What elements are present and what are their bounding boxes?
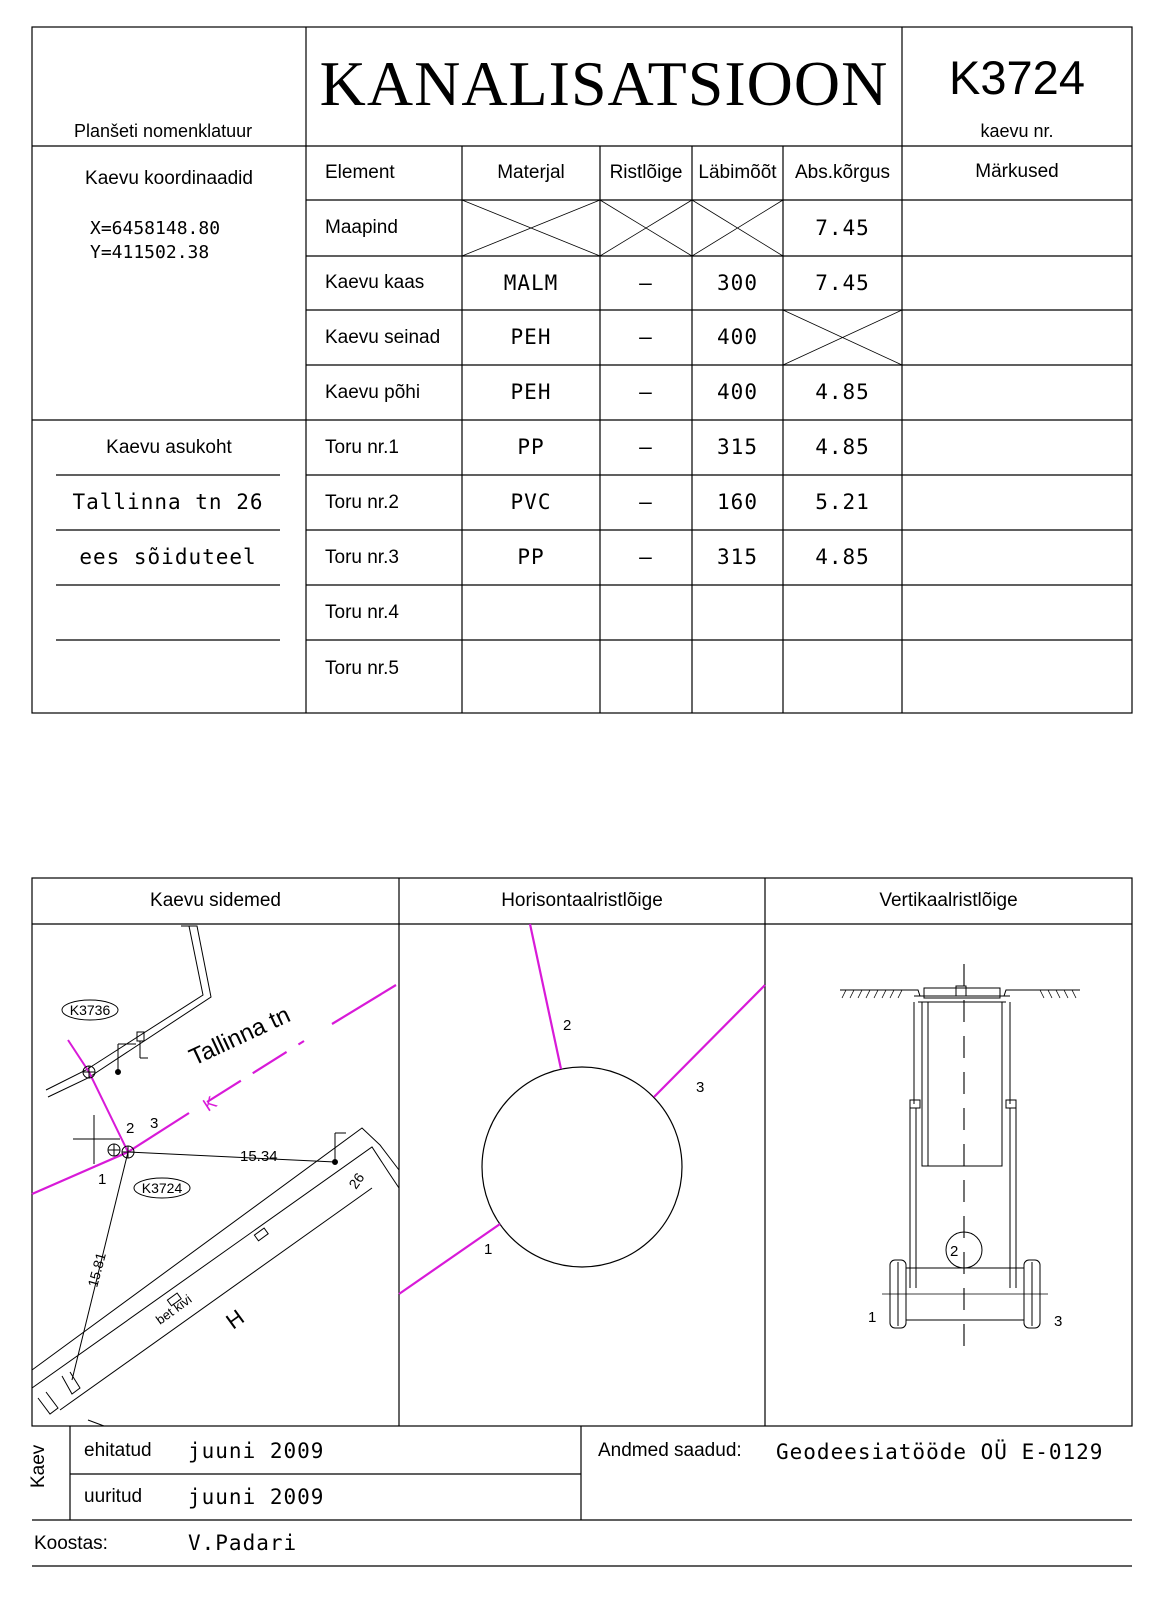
location-line-1: Tallinna tn 26 — [72, 490, 264, 514]
cell-section: — — [639, 380, 653, 404]
col-header-element: Element — [325, 162, 395, 183]
surveyed-label: uuritud — [84, 1486, 143, 1507]
cell-section: — — [639, 271, 653, 295]
cell-elevation: 4.85 — [815, 380, 870, 404]
cell-diameter: 400 — [717, 325, 758, 349]
cell-notes — [902, 310, 1132, 365]
cell-element: Toru nr.4 — [325, 602, 399, 623]
author-label: Koostas: — [34, 1533, 108, 1554]
cell-element: Kaevu kaas — [325, 272, 425, 293]
panel-title-vertical: Vertikaalristlõige — [879, 890, 1018, 911]
coordinate-x: X=6458148.80 — [90, 218, 221, 239]
this-well-label: K3724 — [141, 1180, 183, 1196]
horizontal-pipe-label-3: 3 — [696, 1079, 705, 1096]
location-label: Kaevu asukoht — [106, 437, 232, 458]
cell-material — [462, 640, 600, 713]
author-value: V.Padari — [188, 1531, 298, 1555]
cell-elevation — [783, 640, 902, 713]
cell-diameter: 400 — [717, 380, 758, 404]
cell-section — [600, 585, 692, 640]
cell-notes — [902, 365, 1132, 420]
cell-elevation: 7.45 — [815, 216, 870, 240]
cell-material: PEH — [510, 380, 552, 404]
horizontal-section — [399, 924, 765, 1294]
cell-diameter — [692, 585, 783, 640]
cell-elevation: 4.85 — [815, 435, 870, 459]
well-number-caption: kaevu nr. — [980, 121, 1054, 141]
location-line-2: ees sõiduteel — [79, 545, 257, 569]
cell-elevation: 7.45 — [815, 271, 870, 295]
source-label: Andmed saadud: — [598, 1440, 742, 1461]
pipe-letter-label: K — [199, 1092, 221, 1116]
cell-element: Kaevu seinad — [325, 327, 441, 348]
map-sheet-label: Planšeti nomenklatuur — [74, 121, 253, 141]
cell-elevation: 4.85 — [815, 545, 870, 569]
cell-elevation — [783, 310, 902, 365]
cell-section: — — [639, 545, 653, 569]
col-header-material: Materjal — [497, 162, 565, 183]
cell-section: — — [639, 435, 653, 459]
col-header-diameter: Läbimõõt — [698, 162, 777, 183]
cell-notes — [902, 475, 1132, 530]
tie-distance-1: 15.34 — [240, 1148, 278, 1165]
cell-element: Toru nr.3 — [325, 547, 399, 568]
cell-notes — [902, 256, 1132, 310]
panel-title-ties: Kaevu sidemed — [150, 890, 281, 911]
source-value: Geodeesiatööde OÜ E-0129 — [776, 1440, 1104, 1464]
coordinates-label: Kaevu koordinaadid — [85, 168, 253, 189]
cell-elevation: 5.21 — [815, 490, 870, 514]
cell-diameter: 300 — [717, 271, 758, 295]
tie-pipe-label-1: 1 — [98, 1171, 107, 1188]
cell-element: Toru nr.5 — [325, 658, 399, 679]
cell-material: MALM — [503, 271, 559, 295]
cell-material: PVC — [510, 490, 552, 514]
panel-title-horizontal: Horisontaalristlõige — [501, 890, 663, 911]
well-number: K3724 — [949, 51, 1085, 104]
cell-material — [462, 585, 600, 640]
cell-notes — [902, 420, 1132, 475]
col-header-elevation: Abs.kõrgus — [794, 162, 891, 183]
neighbor-well-label: K3736 — [69, 1002, 111, 1018]
coordinate-y: Y=411502.38 — [90, 242, 210, 263]
cell-element: Toru nr.1 — [325, 437, 399, 458]
cell-section — [600, 200, 692, 256]
cell-notes — [902, 530, 1132, 585]
cell-diameter: 315 — [717, 435, 758, 459]
vertical-section — [840, 964, 1080, 1350]
built-value: juuni 2009 — [188, 1439, 325, 1463]
footer-side-label: Kaev — [28, 1444, 49, 1488]
tie-distance-2: 15.81 — [84, 1250, 109, 1289]
cell-diameter: 315 — [717, 545, 758, 569]
cell-material: PP — [517, 545, 545, 569]
cell-diameter — [692, 200, 783, 256]
horizontal-pipe-label-2: 2 — [563, 1017, 572, 1034]
built-label: ehitatud — [84, 1440, 152, 1461]
cell-diameter — [692, 640, 783, 713]
surveyed-value: juuni 2009 — [188, 1485, 325, 1509]
cell-notes — [902, 200, 1132, 256]
tie-pipe-label-3: 3 — [150, 1115, 159, 1132]
page-title: KANALISATSIOON — [319, 48, 889, 119]
cell-element: Kaevu põhi — [325, 382, 421, 403]
vertical-pipe-label-1: 1 — [868, 1309, 877, 1326]
ties-map — [32, 926, 399, 1426]
cell-section: — — [639, 490, 653, 514]
vertical-pipe-label-3: 3 — [1054, 1313, 1063, 1330]
cell-element: Maapind — [325, 217, 398, 238]
cell-notes — [902, 640, 1132, 713]
curb-label: bet kivi — [152, 1291, 195, 1328]
tie-pipe-label-2: 2 — [126, 1120, 135, 1137]
cell-section: — — [639, 325, 653, 349]
cell-material: PEH — [510, 325, 552, 349]
cell-material: PP — [517, 435, 545, 459]
house-number-label: 26 — [345, 1169, 368, 1192]
vertical-pipe-label-2: 2 — [950, 1243, 959, 1260]
area-letter-label: H — [221, 1304, 249, 1335]
cell-section — [600, 640, 692, 713]
cell-notes — [902, 585, 1132, 640]
cell-material — [462, 200, 600, 256]
cell-elevation — [783, 585, 902, 640]
cell-diameter: 160 — [717, 490, 758, 514]
col-header-notes: Märkused — [975, 161, 1059, 182]
cell-element: Toru nr.2 — [325, 492, 399, 513]
col-header-section: Ristlõige — [609, 162, 683, 183]
street-label: Tallinna tn — [185, 1001, 295, 1072]
horizontal-pipe-label-1: 1 — [484, 1241, 493, 1258]
